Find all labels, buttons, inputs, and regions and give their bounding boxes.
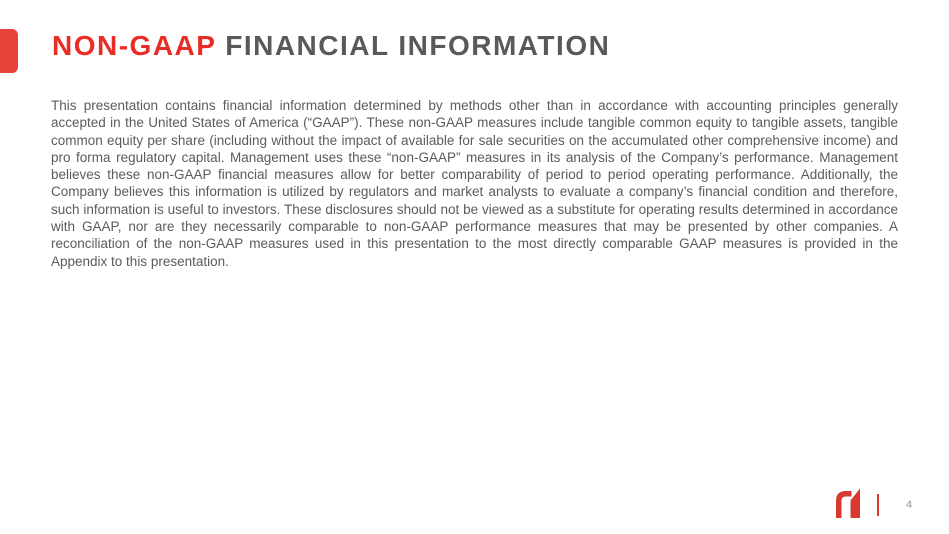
page-title-rest: FINANCIAL INFORMATION: [215, 30, 611, 61]
title-accent-bar: [0, 29, 18, 73]
footer-divider: [877, 494, 879, 516]
disclaimer-paragraph: This presentation contains financial information determined by methods other than in accordance with accounting principles generally accepted in the United States of America (“GAAP”). These non-GAAP measures include tangible common equity to tangible assets, tangible common equity per share (including without the impact of available for sale securities on the accumulated other comprehensive income) and pro forma regulatory capital. Management uses these “non-GAAP” measures in its analysis of the Company’s performance. Management believes these non-GAAP financial measures allow for better comparability of period to period operating performance. Additionally, the Company believes this information is utilized by regulators and market analysts to evaluate a company’s financial condition and therefore, such information is useful to investors. These disclosures should not be viewed as a substitute for operating results determined in accordance with GAAP, nor are they necessarily comparable to non-GAAP performance measures that may be presented by other companies. A reconciliation of the non-GAAP measures used in this presentation to the most directly comparable GAAP measures is provided in the Appendix to this presentation.: [51, 98, 898, 269]
page-number: 4: [906, 499, 913, 511]
page-title: [52, 30, 610, 62]
page-title-highlight: NON-GAAP: [52, 30, 216, 61]
company-m-logo-icon: [836, 488, 866, 518]
